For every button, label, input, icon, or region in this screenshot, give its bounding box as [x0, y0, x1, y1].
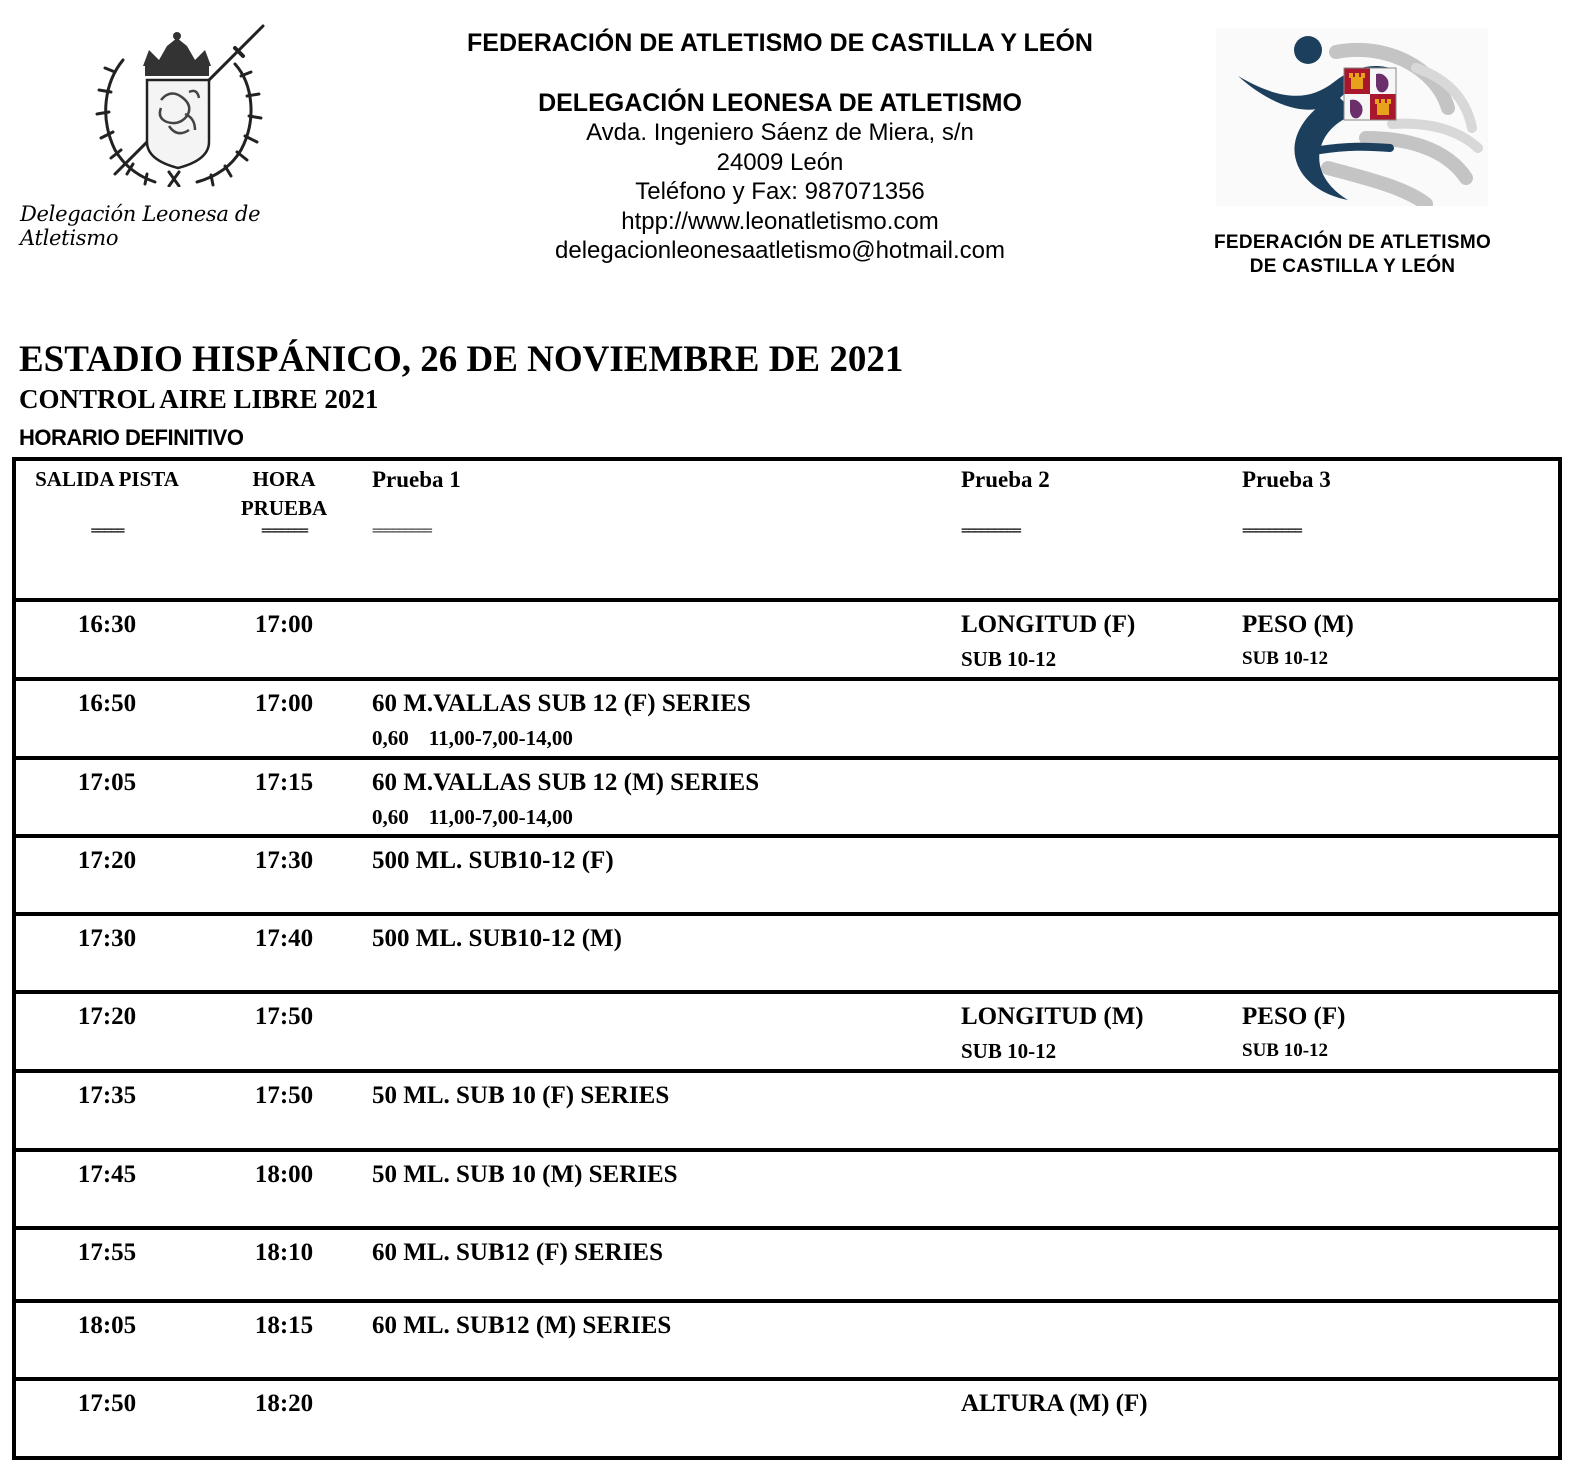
hurdle-distances: 11,00-7,00-14,00 — [428, 726, 573, 750]
prueba-2-event: LONGITUD (M) — [961, 1003, 1144, 1030]
header-hora-line1: HORA — [252, 467, 316, 491]
salida-pista-time: 16:50 — [77, 690, 137, 717]
salida-pista-time: 17:20 — [77, 1003, 137, 1030]
hurdle-specs — [372, 804, 573, 830]
table-row — [16, 1299, 1558, 1377]
header-separator-prueba-1: ========= — [372, 523, 431, 539]
header-hora-prueba — [221, 465, 347, 523]
hurdle-distances: 11,00-7,00-14,00 — [428, 805, 573, 829]
prueba-1-event: 500 ML. SUB10-12 (M) — [372, 925, 622, 952]
delegation-caption: Delegación Leonesa de Atletismo — [20, 202, 261, 250]
federation-runner-logo — [1216, 28, 1488, 206]
federation-caption-line1: FEDERACIÓN DE ATLETISMO — [1213, 232, 1492, 253]
hora-prueba-time: 18:10 — [254, 1239, 314, 1266]
hora-prueba-time: 17:40 — [254, 925, 314, 952]
event-subtitle: CONTROL AIRE LIBRE 2021 — [19, 384, 379, 414]
prueba-2-event: LONGITUD (F) — [961, 611, 1136, 638]
table-header-row — [16, 461, 1558, 598]
salida-pista-time: 17:55 — [77, 1239, 137, 1266]
address: Avda. Ingeniero Sáenz de Miera, s/n — [586, 119, 974, 146]
salida-pista-time: 17:35 — [77, 1082, 137, 1109]
table-row — [16, 756, 1558, 834]
delegation-crest-logo — [85, 22, 270, 187]
prueba-3-category: SUB 10-12 — [1242, 1040, 1329, 1061]
salida-pista-time: 18:05 — [77, 1312, 137, 1339]
salida-pista-time: 17:50 — [77, 1390, 137, 1417]
table-row — [16, 598, 1558, 677]
schedule-table — [12, 457, 1562, 1460]
table-row — [16, 677, 1558, 756]
city: 24009 León — [716, 148, 844, 176]
prueba-2-event: ALTURA (M) (F) — [961, 1390, 1148, 1417]
prueba-1-event: 50 ML. SUB 10 (M) SERIES — [372, 1161, 678, 1188]
email-link[interactable]: delegacionleonesaatletismo@hotmail.com — [555, 237, 1005, 264]
hurdle-height: 0,60 — [372, 726, 409, 750]
salida-pista-time: 17:05 — [77, 769, 137, 796]
table-row — [16, 912, 1558, 990]
hurdle-height: 0,60 — [372, 805, 409, 829]
hora-prueba-time: 17:50 — [254, 1003, 314, 1030]
table-row — [16, 1377, 1558, 1456]
hora-prueba-time: 17:15 — [254, 769, 314, 796]
salida-pista-time: 17:20 — [77, 847, 137, 874]
phone-fax: Teléfono y Fax: 987071356 — [635, 178, 925, 205]
header-separator-salida: ===== — [90, 523, 124, 539]
header-prueba-2: Prueba 2 — [961, 467, 1050, 492]
prueba-1-event: 60 ML. SUB12 (M) SERIES — [372, 1312, 672, 1339]
prueba-3-event: PESO (F) — [1242, 1003, 1346, 1030]
prueba-1-event: 60 M.VALLAS SUB 12 (F) SERIES — [372, 690, 751, 717]
table-row — [16, 1148, 1558, 1226]
delegation-name: DELEGACIÓN LEONESA DE ATLETISMO — [538, 89, 1022, 117]
salida-pista-time: 17:30 — [77, 925, 137, 952]
federation-caption — [1180, 231, 1525, 279]
header-prueba-1: Prueba 1 — [372, 467, 461, 492]
hora-prueba-time: 17:00 — [254, 611, 314, 638]
table-row — [16, 990, 1558, 1069]
table-row — [16, 1069, 1558, 1148]
federation-caption-line2: DE CASTILLA Y LEÓN — [1249, 256, 1456, 277]
hora-prueba-time: 17:30 — [254, 847, 314, 874]
schedule-label: HORARIO DEFINITIVO — [19, 425, 244, 450]
table-row — [16, 834, 1558, 912]
salida-pista-time: 16:30 — [77, 611, 137, 638]
prueba-1-event: 500 ML. SUB10-12 (F) — [372, 847, 614, 874]
header-prueba-3: Prueba 3 — [1242, 467, 1331, 492]
header-hora-line2: PRUEBA — [240, 496, 328, 520]
prueba-1-event: 60 ML. SUB12 (F) SERIES — [372, 1239, 664, 1266]
hora-prueba-time: 18:20 — [254, 1390, 314, 1417]
header-separator-prueba-3: ========= — [1242, 523, 1301, 539]
hora-prueba-time: 18:00 — [254, 1161, 314, 1188]
prueba-3-event: PESO (M) — [1242, 611, 1354, 638]
salida-pista-time: 17:45 — [77, 1161, 137, 1188]
hora-prueba-time: 17:00 — [254, 690, 314, 717]
header-separator-prueba-2: ========= — [961, 523, 1020, 539]
hurdle-specs — [372, 725, 573, 751]
header-separator-hora: ======= — [261, 523, 307, 539]
header-salida-pista: SALIDA PISTA — [35, 467, 179, 491]
hora-prueba-time: 17:50 — [254, 1082, 314, 1109]
federation-name: FEDERACIÓN DE ATLETISMO DE CASTILLA Y LEÓN — [467, 29, 1093, 57]
event-title: ESTADIO HISPÁNICO, 26 DE NOVIEMBRE DE 2021 — [19, 339, 904, 380]
prueba-2-category: SUB 10-12 — [961, 1039, 1057, 1063]
prueba-2-category: SUB 10-12 — [961, 647, 1057, 671]
letterhead-center — [400, 28, 1160, 266]
website-link[interactable]: htpp://www.leonatletismo.com — [621, 207, 939, 235]
prueba-1-event: 60 M.VALLAS SUB 12 (M) SERIES — [372, 769, 760, 796]
prueba-1-event: 50 ML. SUB 10 (F) SERIES — [372, 1082, 670, 1109]
table-row — [16, 1226, 1558, 1299]
hora-prueba-time: 18:15 — [254, 1312, 314, 1339]
prueba-3-category: SUB 10-12 — [1242, 648, 1329, 669]
